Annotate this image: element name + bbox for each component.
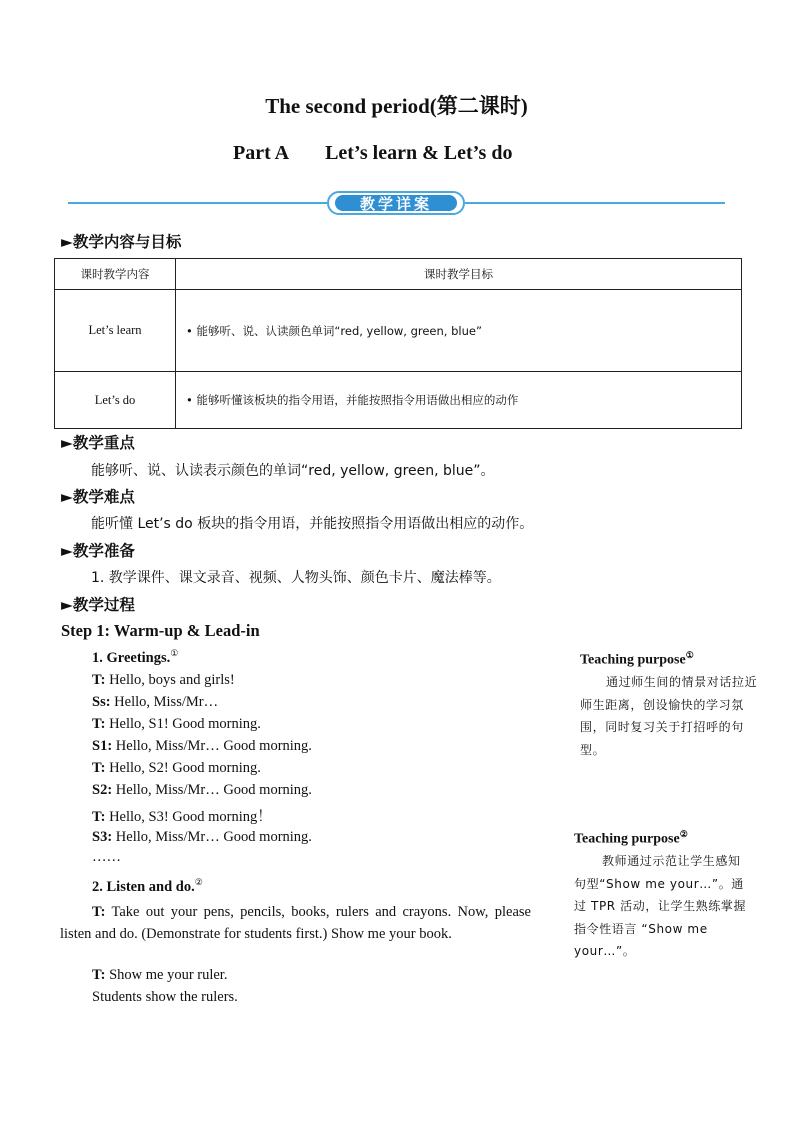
step1-heading: Step 1: Warm-up & Lead-in	[61, 621, 260, 640]
teaching-purpose-label: Teaching purpose	[580, 652, 686, 668]
dialogue-ellipsis: ……	[92, 849, 121, 865]
objectives-table	[54, 258, 742, 429]
table-cell-content: Let’s do	[55, 372, 176, 429]
subtitle-lesson: Let’s learn & Let’s do	[325, 142, 513, 164]
dialogue-line	[92, 694, 218, 711]
footnote-marker: ②	[679, 829, 688, 839]
speaker: S1:	[92, 738, 113, 754]
table-row	[55, 372, 742, 429]
greetings-title	[92, 648, 178, 667]
narration-line: Students show the rulers.	[92, 989, 238, 1005]
subtitle-part: Part A	[233, 142, 290, 164]
listen-paragraph	[60, 901, 531, 945]
banner-divider-left	[68, 202, 327, 204]
preparation-text: 1. 教学课件、课文录音、视频、人物头饰、颜色卡片、魔法棒等。	[91, 570, 501, 586]
teaching-purpose-heading	[580, 650, 694, 669]
table-header-row	[55, 259, 742, 290]
table-cell-content: Let’s learn	[55, 290, 176, 372]
greetings-title-text: 1. Greetings.	[92, 649, 171, 666]
utterance: Take out your pens, pencils, books, rulers and crayons. Now, please listen and do. (Demonstrate for students first.) Show me your book.	[60, 904, 531, 942]
speaker: T:	[92, 904, 106, 920]
utterance: Hello, Miss/Mr… Good morning.	[112, 782, 312, 798]
table-header-cell: 课时教学目标	[176, 259, 742, 290]
speaker: T:	[92, 760, 106, 776]
speaker: T:	[92, 809, 106, 825]
preparation-heading: ►教学准备	[61, 542, 135, 560]
speaker: S3:	[92, 829, 113, 845]
teaching-purpose-heading	[574, 829, 688, 848]
speaker: S2:	[92, 782, 113, 798]
footnote-marker: ①	[685, 650, 694, 660]
difficulties-text: 能听懂 Let’s do 板块的指令用语，并能按照指令用语做出相应的动作。	[91, 516, 534, 532]
table-cell-goal: • 能够听懂该板块的指令用语，并能按照指令用语做出相应的动作	[176, 372, 742, 429]
table-cell-goal: • 能够听、说、认读颜色单词“red, yellow, green, blue”	[176, 290, 742, 372]
dialogue-line	[92, 782, 312, 799]
footnote-marker: ①	[170, 648, 179, 658]
utterance: Show me your ruler.	[105, 967, 228, 983]
speaker: T:	[92, 672, 106, 688]
speaker: Ss:	[92, 694, 111, 710]
speaker: T:	[92, 716, 106, 732]
utterance: Hello, Miss/Mr… Good morning.	[112, 738, 312, 754]
teaching-purpose-label: Teaching purpose	[574, 831, 680, 847]
dialogue-line	[92, 967, 227, 984]
banner	[327, 191, 465, 215]
utterance: Hello, Miss/Mr… Good morning.	[112, 829, 312, 845]
difficulties-heading: ►教学难点	[61, 488, 135, 506]
table-row	[55, 290, 742, 372]
utterance: Hello, S2! Good morning.	[105, 760, 261, 776]
dialogue-line	[92, 738, 312, 755]
teaching-purpose-text: 教师通过示范让学生感知句型“Show me your…”。通过 TPR 活动，让学生熟练掌握指令性语言 “Show me your…”。	[574, 854, 747, 958]
utterance: Hello, S1! Good morning.	[105, 716, 261, 732]
dialogue-line	[92, 805, 272, 826]
page-title: The second period(第二课时)	[265, 94, 528, 118]
utterance: Hello, boys and girls!	[105, 672, 235, 688]
dialogue-line	[92, 760, 261, 777]
dialogue-line	[92, 829, 312, 846]
dialogue-line	[92, 716, 261, 733]
section-objectives-heading: ►教学内容与目标	[61, 233, 182, 251]
process-heading: ►教学过程	[61, 596, 135, 614]
teaching-purpose-text: 通过师生间的情景对话拉近师生距离，创设愉快的学习氛围，同时复习关于打招呼的句型。	[580, 675, 758, 757]
key-points-heading: ►教学重点	[61, 434, 135, 452]
banner-label: 教学详案	[335, 195, 457, 211]
listen-title-text: 2. Listen and do.	[92, 878, 195, 895]
dialogue-line	[92, 672, 235, 689]
subtitle	[233, 142, 512, 165]
key-points-text: 能够听、说、认读表示颜色的单词“red, yellow, green, blue”。	[91, 463, 495, 479]
table-header-cell: 课时教学内容	[55, 259, 176, 290]
utterance: Hello, S3! Good morning！	[105, 809, 272, 825]
utterance: Hello, Miss/Mr…	[110, 694, 219, 710]
footnote-marker: ②	[194, 877, 203, 887]
banner-divider-right	[465, 202, 725, 204]
speaker: T:	[92, 967, 106, 983]
listen-title	[92, 877, 203, 896]
